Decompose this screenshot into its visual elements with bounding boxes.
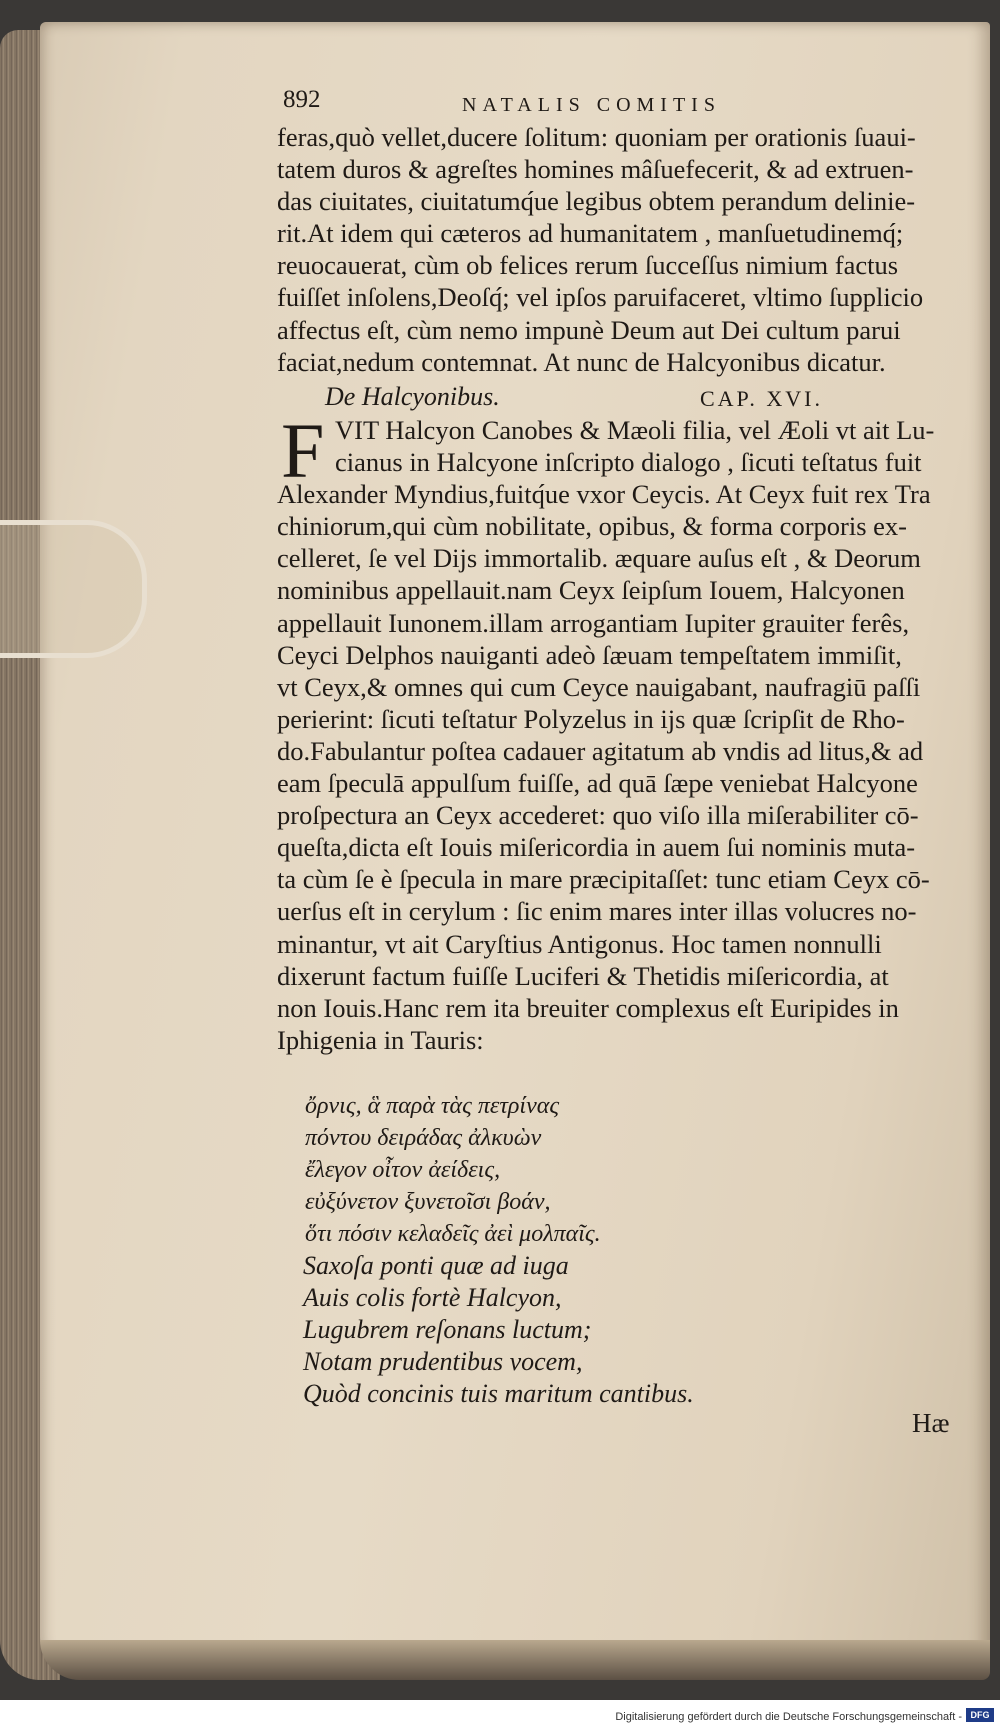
running-title: NATALIS COMITIS bbox=[462, 94, 721, 116]
verse-line: Quòd concinis tuis maritum cantibus. bbox=[303, 1379, 694, 1408]
text-line: rit.At idem qui cæteros ad humanitatem , manſuetudinemq́; bbox=[277, 218, 904, 249]
verse-line: ὅτι πόσιν κελαδεῖς ἀεὶ μολπαῖς. bbox=[305, 1221, 601, 1247]
text-line: chiniorum,qui cùm nobilitate, opibus, & forma corporis ex- bbox=[277, 511, 907, 542]
verse-line: Auis colis fortè Halcyon, bbox=[303, 1283, 562, 1312]
latin-verse bbox=[303, 1250, 694, 1410]
text-line: das ciuitates, ciuitatumq́ue legibus obtem perandum delinie- bbox=[277, 186, 916, 217]
text-line: vt Ceyx,& omnes qui cum Ceyce nauigabant, naufragiū paſſi bbox=[277, 671, 921, 702]
chapter-title: De Halcyonibus. bbox=[325, 382, 500, 411]
text-line: Ceyci Delphos nauiganti adeò ſæuam tempeſtatem immiſit, bbox=[277, 639, 902, 670]
text-line: proſpectura an Ceyx accederet: quo viſo illa miſerabiliter cō- bbox=[277, 800, 919, 831]
body-text bbox=[277, 121, 923, 378]
dfg-logo: DFG bbox=[966, 1708, 994, 1722]
text-line: Alexander Myndius,fuitq́ue vxor Ceycis. At Ceyx fuit rex Tra bbox=[277, 479, 931, 510]
text-line: ta cùm ſe è ſpecula in mare præcipitaſſet: tunc etiam Ceyx cō- bbox=[277, 864, 930, 895]
text-line: do.Fabulantur poſtea cadauer agitatum ab vndis ad litus,& ad bbox=[277, 735, 924, 766]
verse-line: Saxoſa ponti quæ ad iuga bbox=[303, 1251, 569, 1280]
text-line: affectus eſt, cùm nemo impunè Deum aut Dei cultum parui bbox=[277, 314, 901, 345]
text-line: dixerunt factum fuiſſe Luciferi & Thetidis miſericordia, at bbox=[277, 960, 889, 991]
text-line: uerſus eſt in cerylum : ſic enim mares inter illas volucres no- bbox=[277, 896, 917, 927]
verse-line: πόντου δειράδας ἀλκυὼν bbox=[305, 1125, 542, 1151]
text-line: minantur, vt ait Caryſtius Antigonus. Hoc tamen nonnulli bbox=[277, 928, 882, 959]
text-line: appellauit Iunonem.illam arrogantiam Iupiter grauiter ferês, bbox=[277, 607, 910, 638]
text-line: faciat,nedum contemnat. At nunc de Halcyonibus dicatur. bbox=[277, 346, 886, 377]
page-holder-clip bbox=[0, 520, 147, 658]
text-line: eam ſpeculā appulſum fuiſſe, ad quā ſæpe veniebat Halcyone bbox=[277, 768, 918, 799]
text-line: fuiſſet inſolens,Deoſq́; vel ipſos paruifaceret, vltimo ſupplicio bbox=[277, 282, 924, 313]
text-line: tatem duros & agreſtes homines mâſuefecerit, & ad extruen- bbox=[277, 154, 914, 185]
text-line: perierint: ſicuti teſtatur Polyzelus in ijs quæ ſcripſit de Rho- bbox=[277, 703, 905, 734]
text-line: non Iouis.Hanc rem ita breuiter complexus eſt Euripides in bbox=[277, 992, 899, 1023]
footer-credit: Digitalisierung gefördert durch die Deutsche Forschungsgemeinschaft - bbox=[615, 1711, 962, 1723]
text-line: nominibus appellauit.nam Ceyx ſeipſum Iouem, Halcyonen bbox=[277, 575, 905, 606]
text-line: queſta,dicta eſt Iouis miſericordia in auem ſui nominis muta- bbox=[277, 832, 916, 863]
text-line: feras,quò vellet,ducere ſolitum: quoniam per orationis ſuaui- bbox=[277, 122, 916, 152]
page-number: 892 bbox=[283, 86, 321, 113]
drop-cap: F bbox=[281, 407, 325, 494]
page-bottom-edge bbox=[40, 1640, 990, 1680]
text-line: cianus in Halcyone inſcripto dialogo , ſicuti teſtatus fuit bbox=[335, 447, 922, 478]
chapter-text bbox=[277, 407, 935, 1056]
text-line: Iphigenia in Tauris: bbox=[277, 1024, 484, 1055]
chapter-number: CAP. XVI. bbox=[700, 386, 823, 411]
verse-line: Lugubrem reſonans luctum; bbox=[303, 1315, 592, 1344]
text-line: reuocauerat, cùm ob felices rerum ſucceſſus nimium factus bbox=[277, 250, 899, 281]
verse-line: εὐξύνετον ξυνετοῖσι βοάν, bbox=[305, 1189, 551, 1215]
text-line: celleret, ſe vel Dijs immortalib. æquare auſus eſt , & Deorum bbox=[277, 543, 921, 574]
text-line: VIT Halcyon Canobes & Mæoli filia, vel Æoli vt ait Lu- bbox=[335, 415, 935, 445]
catchword: Hæ bbox=[912, 1408, 950, 1438]
verse-line: ἔλεγον οἶτον ἀείδεις, bbox=[305, 1157, 501, 1183]
verse-line: ὄρνις, ἃ παρὰ τὰς πετρίνας bbox=[305, 1093, 560, 1119]
greek-verse bbox=[305, 1090, 601, 1250]
verse-line: Notam prudentibus vocem, bbox=[303, 1347, 583, 1376]
